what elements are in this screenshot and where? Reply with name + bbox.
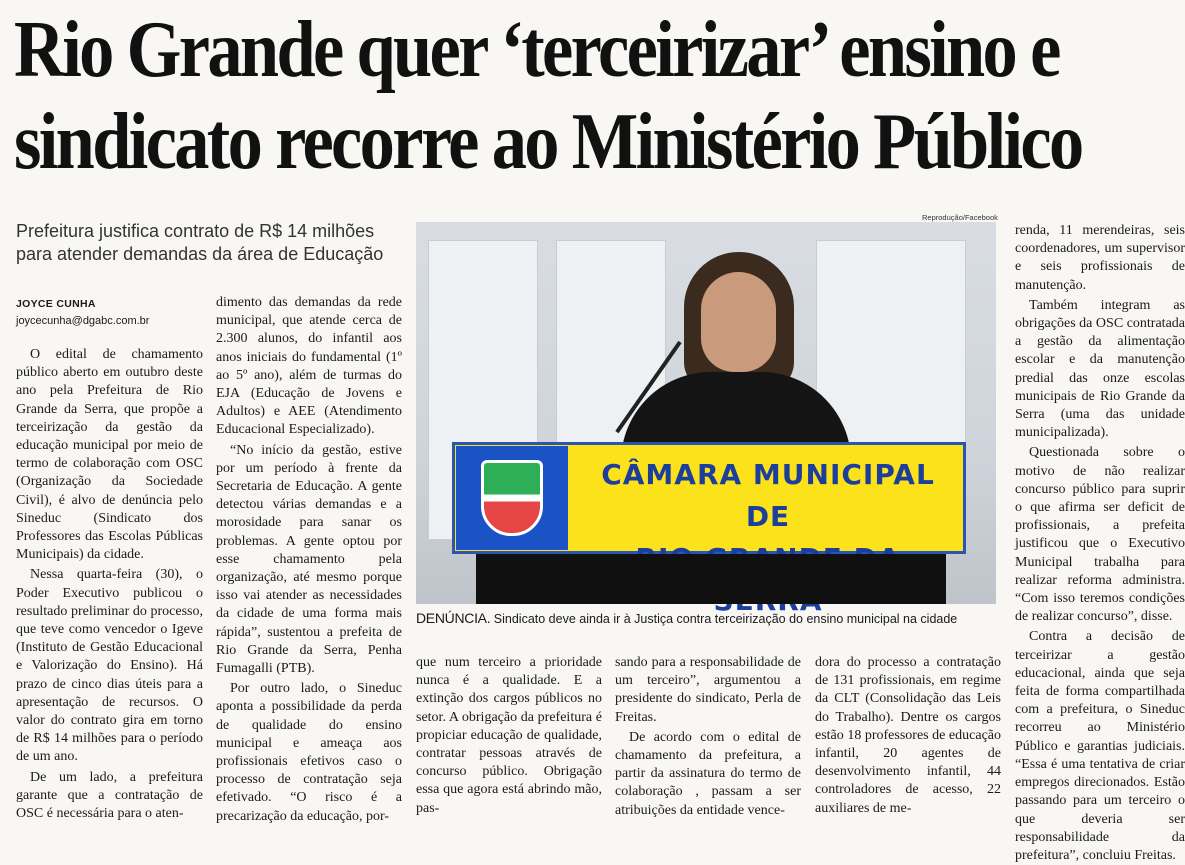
article-photo [416, 222, 996, 604]
paragraph: De um lado, a prefeitura garante que a contratação de OSC é necessária para o aten- [16, 769, 203, 822]
photo-caption [416, 610, 1006, 626]
headline-line-1: Rio Grande quer ‘terceirizar’ ensino e [14, 6, 1059, 94]
article-column-5 [815, 654, 1001, 826]
headline-line-2: sindicato recorre ao Ministério Público [14, 98, 1082, 186]
paragraph: Nessa quarta-feira (30), o Poder Executivo publicou o resultado preliminar do processo, que teve como vencedor o Igeve (Instituto de Gestão Educacional e Valorização do Ensino). Há prazo de cinco dias úteis para a apresentação de recursos. O valor do contrato gira em torno de R$ 14 milhões para o período de um ano. [16, 567, 203, 765]
article-column-2 [216, 294, 402, 826]
paragraph: Também integram as obrigações da OSC contratada a gestão da alimentação escolar e da manutenção predial das onze escolas municipais de Rio Grande da Serra (uma das unidade municipalizada). [1015, 297, 1185, 441]
headline [14, 4, 1082, 188]
paragraph: dimento das demandas da rede municipal, que atende cerca de 2.300 alunos, do infantil aos anos iniciais do fundamental (1º ao 5º ano), além de turmas do EJA (Educação de Jovens e Adultos) e AEE (Atendimento Educacional Especializado). [216, 295, 402, 438]
paragraph: Contra a decisão de terceirizar a gestão educacional, ainda que seja feita de forma compartilhada com a prefeitura, o Sineduc recorreu ao Ministério Público e garantias judiciais. “Essa é uma tentativa de criar empregos direcionados. Estão passando para um terceiro o que deveria ser responsabilidade da prefeitura”, concluiu Freitas. [1015, 629, 1185, 863]
article-column-1 [16, 346, 203, 826]
article-column-3 [416, 654, 602, 826]
podium-line-1: CÂMARA MUNICIPAL DE [601, 458, 935, 533]
subtitle: Prefeitura justifica contrato de R$ 14 milhões para atender demandas da área de Educação [16, 221, 384, 264]
paragraph: que num terceiro a prioridade nunca é a qualidade. E a extinção dos cargos públicos no setor. A obrigação da prefeitura é propiciar educação de qualidade, contratar pessoas através de concurso público. Obrigação essa que agora está abrindo mão, pas- [416, 655, 602, 816]
paragraph: Por outro lado, o Sineduc aponta a possibilidade da perda de qualidade do ensino municipal e ameaça aos profissionais efetivos caso o processo de contratação seja efetivado. “O risco é a precarização da educação, por- [216, 681, 402, 824]
paragraph: “No início da gestão, estive por um período à frente da Secretaria de Educação. A gente detectou várias demandas e a morosidade para sanar os problemas. A gente optou por esse chamamento pela organização, até mesmo porque isso vai atender as necessidades da cidade de uma forma mais rápida”, sustentou a prefeita de Rio Grande da Serra, Penha Fumagalli (PTB). [216, 442, 402, 677]
byline-email: joycecunha@dgabc.com.br [16, 315, 150, 327]
caption-text: Sindicato deve ainda ir à Justiça contra terceirização do ensino municipal na cidade [490, 612, 958, 626]
photo-credit: Reprodução/Facebook [922, 213, 998, 222]
municipal-seal-icon [456, 446, 568, 550]
article-column-4 [615, 654, 801, 826]
paragraph: dora do processo a contratação de 131 profissionais, em regime da CLT (Consolidação das Leis do Trabalho). Dentre os cargos estão 18 professores de educação infantil, 20 agentes de desenvolvimento infantil, 44 controladores de acesso, 22 auxiliares de me- [815, 655, 1001, 816]
article-column-6 [1015, 222, 1185, 863]
paragraph: sando para a responsabilidade de um terceiro”, argumentou a presidente do sindicato, Perla de Freitas. [615, 655, 801, 725]
paragraph: O edital de chamamento público aberto em outubro deste ano pela Prefeitura de Rio Grande da Serra, que propõe a terceirização da gestão da educação municipal por meio de termo de colaboração com OSC (Organização da Sociedade Civil), é alvo de denúncia pelo Sineduc (Sindicato dos Professores das Escolas Públicas Municipais) da cidade. [16, 347, 203, 563]
caption-label: DENÚNCIA. [416, 610, 491, 626]
paragraph: De acordo com o edital de chamamento da prefeitura, a partir da assinatura do termo de colaboração , passam a ser atribuições da entidade vence- [615, 729, 801, 818]
paragraph: renda, 11 merendeiras, seis coordenadores, um supervisor e seis profissionais de manutenção. [1015, 223, 1185, 293]
paragraph: Questionada sobre o motivo de não realizar concurso público para suprir o que afirma ser deficit de profissionais, a prefeita justificou que o Executivo Municipal trabalha para realizar reforma administra. “Com isso teremos condições de realizar concurso”, disse. [1015, 445, 1185, 625]
byline-name: JOYCE CUNHA [16, 298, 96, 310]
